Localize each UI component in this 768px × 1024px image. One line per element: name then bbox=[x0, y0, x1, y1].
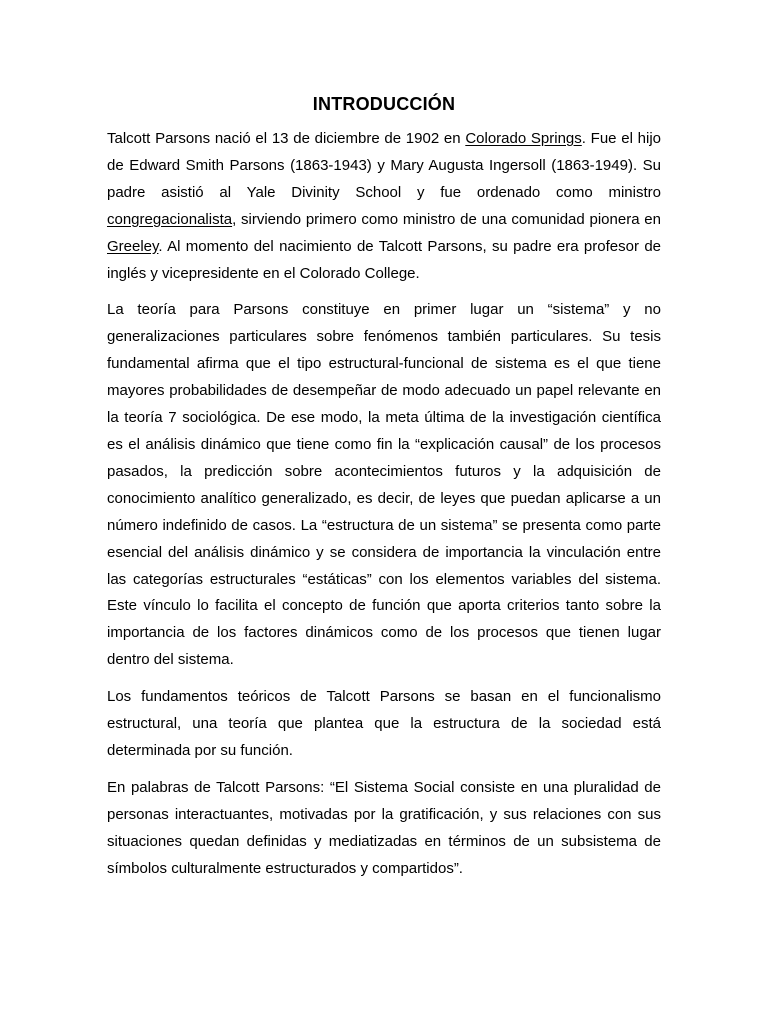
paragraph-text: . Fue el hijo de Edward Smith Parsons (1863-1943) y Mary Augusta Ingersoll (1863-1949). Su padre asistió al Yale Divinity School y fue ordenado como ministro bbox=[107, 130, 661, 201]
link-colorado-springs[interactable]: Colorado Springs bbox=[465, 130, 582, 147]
paragraph-biography bbox=[107, 126, 661, 287]
paragraph-text: Talcott Parsons nació el 13 de diciembre de 1902 en bbox=[107, 130, 466, 147]
paragraph-quote: En palabras de Talcott Parsons: “El Sistema Social consiste en una pluralidad de personas interactuantes, motivadas por la gratificación, y sus relaciones con sus situaciones quedan definidas y mediatizadas en términos de un subsistema de símbolos culturalmente estructurados y compartidos”. bbox=[107, 778, 661, 877]
paragraph-text: . Al momento del nacimiento de Talcott Parsons, su padre era profesor de inglés y vicepresidente en el Colorado College. bbox=[107, 237, 661, 282]
page-title: INTRODUCCIÓN bbox=[312, 94, 456, 114]
link-greeley[interactable]: Greeley bbox=[107, 237, 159, 255]
document-body bbox=[107, 126, 661, 892]
paragraph-foundations: Los fundamentos teóricos de Talcott Parsons se basan en el funcionalismo estructural, una teoría que plantea que la estructura de la sociedad está determinada por su función. bbox=[107, 688, 661, 759]
link-congregacionalista[interactable]: congregacionalista bbox=[107, 210, 233, 228]
paragraph-text: , sirviendo primero como ministro de una comunidad pionera en bbox=[232, 210, 661, 228]
paragraph-theory: La teoría para Parsons constituye en primer lugar un “sistema” y no generalizaciones particulares sobre fenómenos también particulares. Su tesis fundamental afirma que el tipo estructural-funcional de sistema es el que tiene mayores probabilidades de desempeñar de modo adecuado un papel relevante en la teoría 7 sociológica. De ese modo, la meta última de la investigación científica es el análisis dinámico que tiene como fin la “explicación causal” de los procesos pasados, la predicción sobre acontecimientos futuros y la adquisición de conocimiento analítico generalizado, es decir, de leyes que puedan aplicarse a un número indefinido de casos. La “estructura de un sistema” se presenta como parte esencial del análisis dinámico y se considera de importancia la vinculación entre las categorías estructurales “estáticas” con los elementos variables del sistema. Este vínculo lo facilita el concepto de función que aporta criterios tanto sobre la importancia de los factores dinámicos como de los procesos que tienen lugar dentro del sistema. bbox=[107, 301, 661, 669]
